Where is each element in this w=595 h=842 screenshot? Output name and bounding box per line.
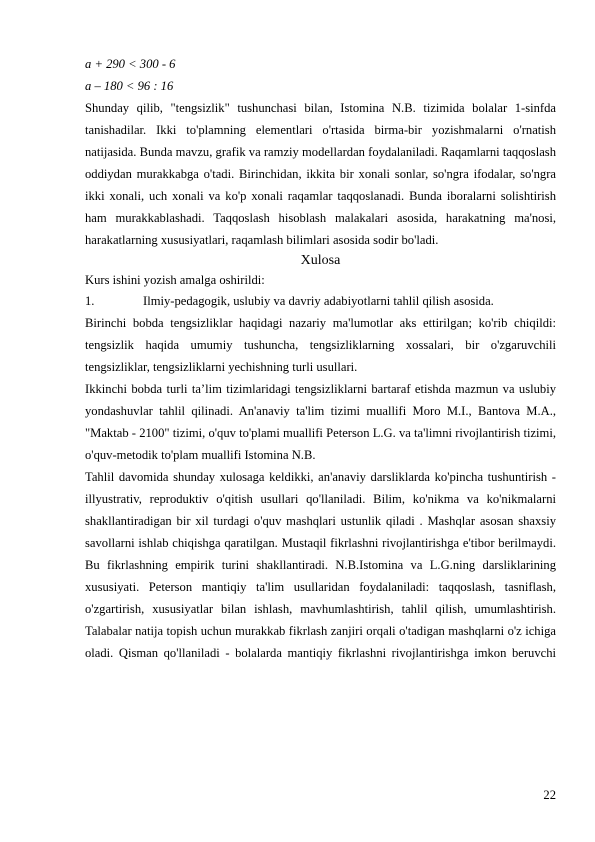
section-heading: Xulosa — [300, 253, 341, 268]
paragraph-4: Tahlil davomida shunday xulosaga keldikki, an'anaviy darsliklarda ko'pincha tushuntirish - illyustrativ, reproduktiv o'qitish usullari qo'llaniladi. Bilim, ko'nikma va ko'nikmalarni shakllantiradigan bir xil turdagi o'quv mashqlari ustunlik qiladi . Mashqlar asosan shaxsiy savollarni ishlab chiqishga qaratilgan. Mustaqil fikrlashni rivojlantirishga e'tibor berilmaydi. Bu fikrlashning empirik turini shakllantiradi. N.B.Istomina va L.G.ning darsliklarining xususiyati. Peterson mantiqiy ta'lim usullaridan foydalaniladi: taqqoslash, tasniflash, o'zgartirish, xususiyatlar bilan ishlash, mavhumlashtirish, tahlil qilish, umumlashtirish. Talabalar natija topish uchun murakkab fikrlash zanjiri orqali o'tadigan mashqlarni o'z ichiga oladi. Qisman qo'llaniladi - bolalarda mantiqiy fikrlashni rivojlantirishga imkon beruvchi — [85, 470, 556, 660]
intro-line: Kurs ishini yozish amalga oshirildi: — [85, 273, 265, 287]
formula-1: a + 290 < 300 - 6 — [85, 57, 176, 71]
list-number: 1. — [85, 294, 95, 308]
paragraph-3: Ikkinchi bobda turli ta’lim tizimlaridagi tengsizliklarni bartaraf etishda mazmun va uslubiy yondashuvlar tahlil qilinadi. An'anaviy ta'lim tizimi muallifi Moro M.I., Bantova M.A., "Maktab - 2100" tizimi, o'quv to'plami muallifi Peterson L.G. va ta'limni rivojlantirish tizimi, o'quv-metodik to'plam muallifi Istomina N.B. — [85, 382, 556, 462]
page-content — [85, 53, 556, 664]
list-item — [85, 290, 556, 312]
list-text: Ilmiy-pedagogik, uslubiy va davriy adabiyotlarni tahlil qilish asosida. — [143, 294, 494, 308]
paragraph-2: Birinchi bobda tengsizliklar haqidagi nazariy ma'lumotlar aks ettirilgan; ko'rib chiqildi: tengsizlik haqida umumiy tushuncha, tengsizliklarning xossalari, bir o'zgaruvchili tengsizliklar, tengsizliklarni yechishning turli usullari. — [85, 316, 556, 374]
page-number: 22 — [543, 788, 556, 802]
formula-2: a – 180 < 96 : 16 — [85, 79, 174, 93]
paragraph-1: Shunday qilib, "tengsizlik" tushunchasi bilan, Istomina N.B. tizimida bolalar 1-sinfda tanishadilar. Ikki to'plamning elementlari o'rtasida birma-bir yozishmalarni o'rnatish natijasida. Bunda mavzu, grafik va ramziy modellardan foydalaniladi. Raqamlarni taqqoslash oddiydan murakkabga o'tadi. Birinchidan, ikkita bir xonali sonlar, so'ngra ifodalar, so'ngra ikki xonali, uch xonali va ko'p xonali raqamlar taqqoslanadi. Bunda iboralarni solishtirish ham murakkablashadi. Taqqoslash hisoblash malakalari asosida, harakatning ma'nosi, harakatlarning xususiyatlari, raqamlash bilimlari asosida sodir bo'ladi. — [85, 101, 556, 247]
